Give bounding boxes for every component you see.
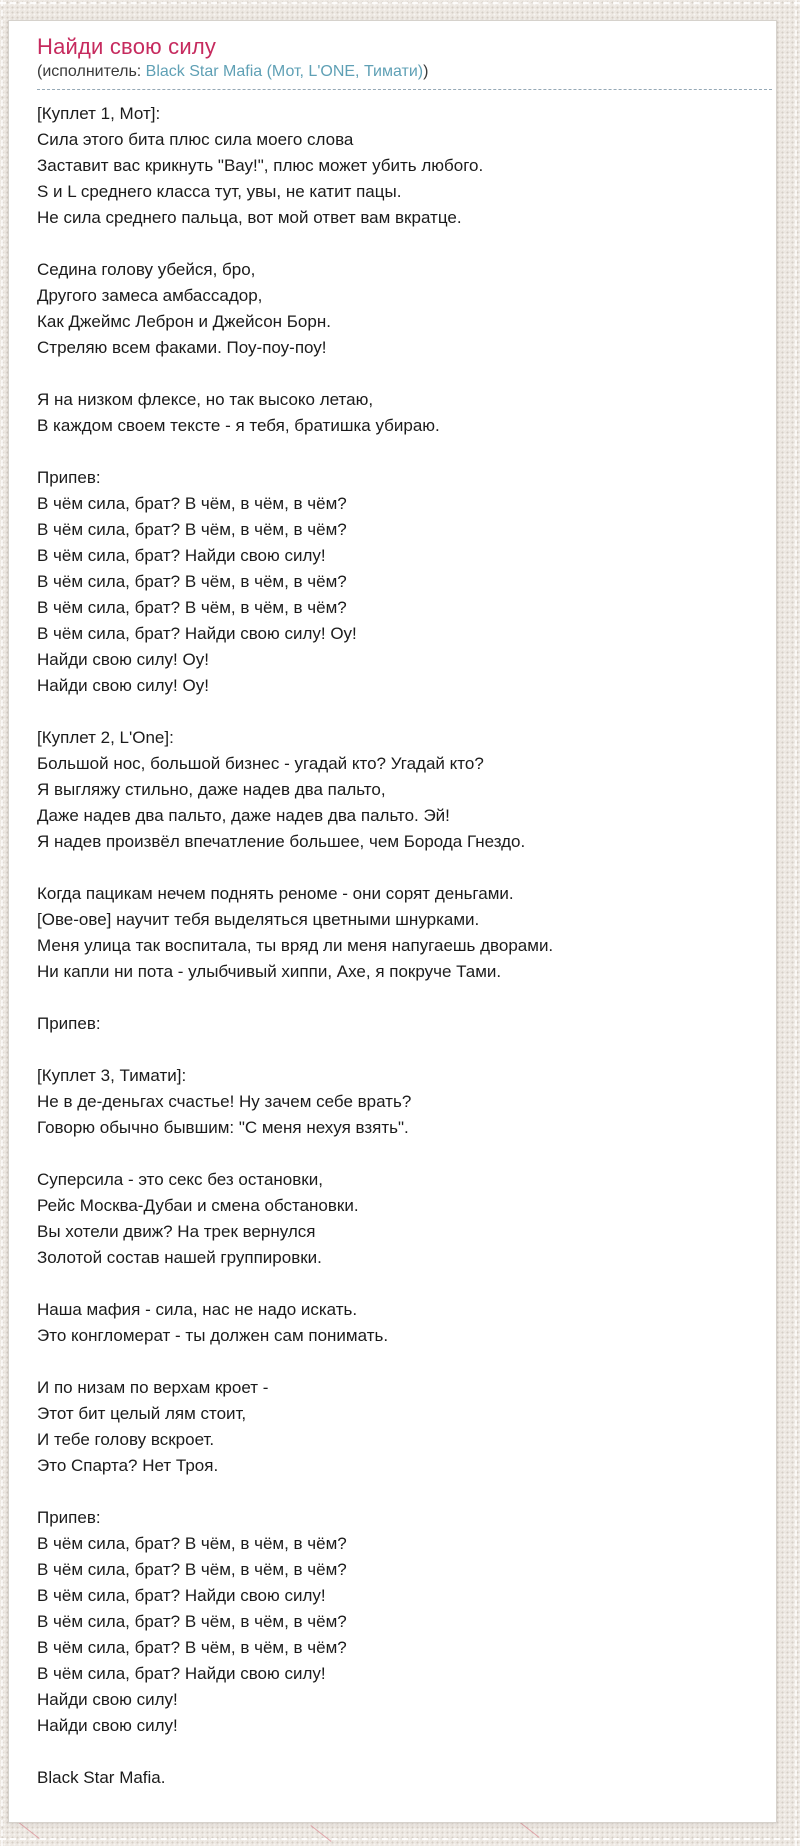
- lyric-line: [Куплет 3, Тимати]:: [37, 1066, 187, 1085]
- lyric-line: Не в де-деньгах счастье! Ну зачем себе врать?: [37, 1092, 412, 1111]
- right-stitch-line: [795, 0, 797, 1846]
- lyrics-card: [8, 20, 777, 1823]
- lyric-line: Припев:: [37, 468, 101, 487]
- lyric-line: Найди свою силу!: [37, 1690, 178, 1709]
- lyric-line: Другого замеса амбассадор,: [37, 286, 263, 305]
- lyric-line: Наша мафия - сила, нас не надо искать.: [37, 1300, 358, 1319]
- lyric-line: [37, 439, 772, 465]
- lyric-line: Меня улица так воспитала, ты вряд ли меня напугаешь дворами.: [37, 936, 554, 955]
- lyric-line: Я выгляжу стильно, даже надев два пальто,: [37, 780, 386, 799]
- lyric-line: Найди свою силу! Оу!: [37, 650, 209, 669]
- page-title: Найди свою силу: [37, 34, 217, 59]
- lyric-line: Говорю обычно бывшим: "С меня нехуя взять".: [37, 1118, 409, 1137]
- lyric-line: [Ове-ове] научит тебя выделяться цветными шнурками.: [37, 910, 480, 929]
- top-stitch-line: [0, 2, 800, 4]
- lyric-line: В чём сила, брат? В чём, в чём, в чём?: [37, 1612, 347, 1631]
- lyric-line: В чём сила, брат? В чём, в чём, в чём?: [37, 1560, 347, 1579]
- lyric-line: В чём сила, брат? В чём, в чём, в чём?: [37, 1534, 347, 1553]
- lyric-line: В чём сила, брат? Найди свою силу!: [37, 546, 326, 565]
- lyric-line: [Куплет 1, Мот]:: [37, 104, 161, 123]
- lyric-line: [37, 699, 772, 725]
- lyric-line: Даже надев два пальто, даже надев два пальто. Эй!: [37, 806, 450, 825]
- scratch-mark: [18, 1822, 39, 1839]
- bottom-stitch-line: [0, 1838, 800, 1840]
- lyric-line: И тебе голову вскроет.: [37, 1430, 215, 1449]
- lyric-line: Как Джеймс Леброн и Джейсон Борн.: [37, 312, 331, 331]
- lyric-line: Вы хотели движ? На трек вернулся: [37, 1222, 316, 1241]
- lyric-line: Припев:: [37, 1014, 101, 1033]
- lyric-line: [37, 1349, 772, 1375]
- lyrics-text: [37, 101, 772, 1791]
- lyric-line: В чём сила, брат? В чём, в чём, в чём?: [37, 598, 347, 617]
- lyric-line: В каждом своем тексте - я тебя, братишка убираю.: [37, 416, 440, 435]
- lyric-line: [37, 1271, 772, 1297]
- lyric-line: Ни капли ни пота - улыбчивый хиппи, Ахе, я покруче Тами.: [37, 962, 502, 981]
- lyric-line: Это Спарта? Нет Троя.: [37, 1456, 219, 1475]
- lyric-line: Это конгломерат - ты должен сам понимать.: [37, 1326, 389, 1345]
- lyric-line: В чём сила, брат? В чём, в чём, в чём?: [37, 494, 347, 513]
- lyric-line: В чём сила, брат? В чём, в чём, в чём?: [37, 520, 347, 539]
- lyric-line: Стреляю всем факами. Поу-поу-поу!: [37, 338, 327, 357]
- lyric-line: Найди свою силу! Оу!: [37, 676, 209, 695]
- artist-line-suffix: ): [423, 63, 429, 80]
- lyric-line: Этот бит целый лям стоит,: [37, 1404, 247, 1423]
- lyric-line: В чём сила, брат? Найди свою силу! Оу!: [37, 624, 357, 643]
- lyric-line: S и L среднего класса тут, увы, не катит пацы.: [37, 182, 402, 201]
- scratch-mark: [518, 1821, 539, 1838]
- lyric-line: Найди свою силу!: [37, 1716, 178, 1735]
- lyric-line: Золотой состав нашей группировки.: [37, 1248, 322, 1267]
- lyric-line: [37, 985, 772, 1011]
- lyric-line: Рейс Москва-Дубаи и смена обстановки.: [37, 1196, 359, 1215]
- lyric-line: Большой нос, большой бизнес - угадай кто? Угадай кто?: [37, 754, 484, 773]
- artist-label: (исполнитель:: [37, 63, 146, 80]
- lyric-line: [37, 361, 772, 387]
- left-stitch-line: [1, 0, 3, 1846]
- artist-line: [37, 61, 772, 83]
- artist-link[interactable]: Black Star Mafia (Мот, L'ONE, Тимати): [145, 63, 424, 80]
- lyric-line: В чём сила, брат? Найди свою силу!: [37, 1664, 326, 1683]
- lyric-line: [37, 1141, 772, 1167]
- lyric-line: [37, 1479, 772, 1505]
- lyric-line: Сила этого бита плюс сила моего слова: [37, 130, 354, 149]
- lyric-line: Заставит вас крикнуть "Вау!", плюс может убить любого.: [37, 156, 484, 175]
- song-header: [37, 35, 772, 90]
- lyric-line: Black Star Mafia.: [37, 1768, 166, 1787]
- lyric-line: [37, 855, 772, 881]
- lyric-line: [37, 1739, 772, 1765]
- lyric-line: Седина голову убейся, бро,: [37, 260, 256, 279]
- lyric-line: [37, 1037, 772, 1063]
- lyric-line: Я на низком флексе, но так высоко летаю,: [37, 390, 374, 409]
- lyric-line: Я надев произвёл впечатление большее, чем Борода Гнездо.: [37, 832, 526, 851]
- lyric-line: [37, 231, 772, 257]
- lyric-line: В чём сила, брат? В чём, в чём, в чём?: [37, 572, 347, 591]
- lyric-line: В чём сила, брат? В чём, в чём, в чём?: [37, 1638, 347, 1657]
- lyric-line: И по низам по верхам кроет -: [37, 1378, 269, 1397]
- lyric-line: [Куплет 2, L'One]:: [37, 728, 174, 747]
- lyric-line: В чём сила, брат? Найди свою силу!: [37, 1586, 326, 1605]
- lyric-line: Суперсила - это секс без остановки,: [37, 1170, 323, 1189]
- lyric-line: Когда пацикам нечем поднять реноме - они сорят деньгами.: [37, 884, 514, 903]
- lyric-line: Не сила среднего пальца, вот мой ответ вам вкратце.: [37, 208, 462, 227]
- lyric-line: Припев:: [37, 1508, 101, 1527]
